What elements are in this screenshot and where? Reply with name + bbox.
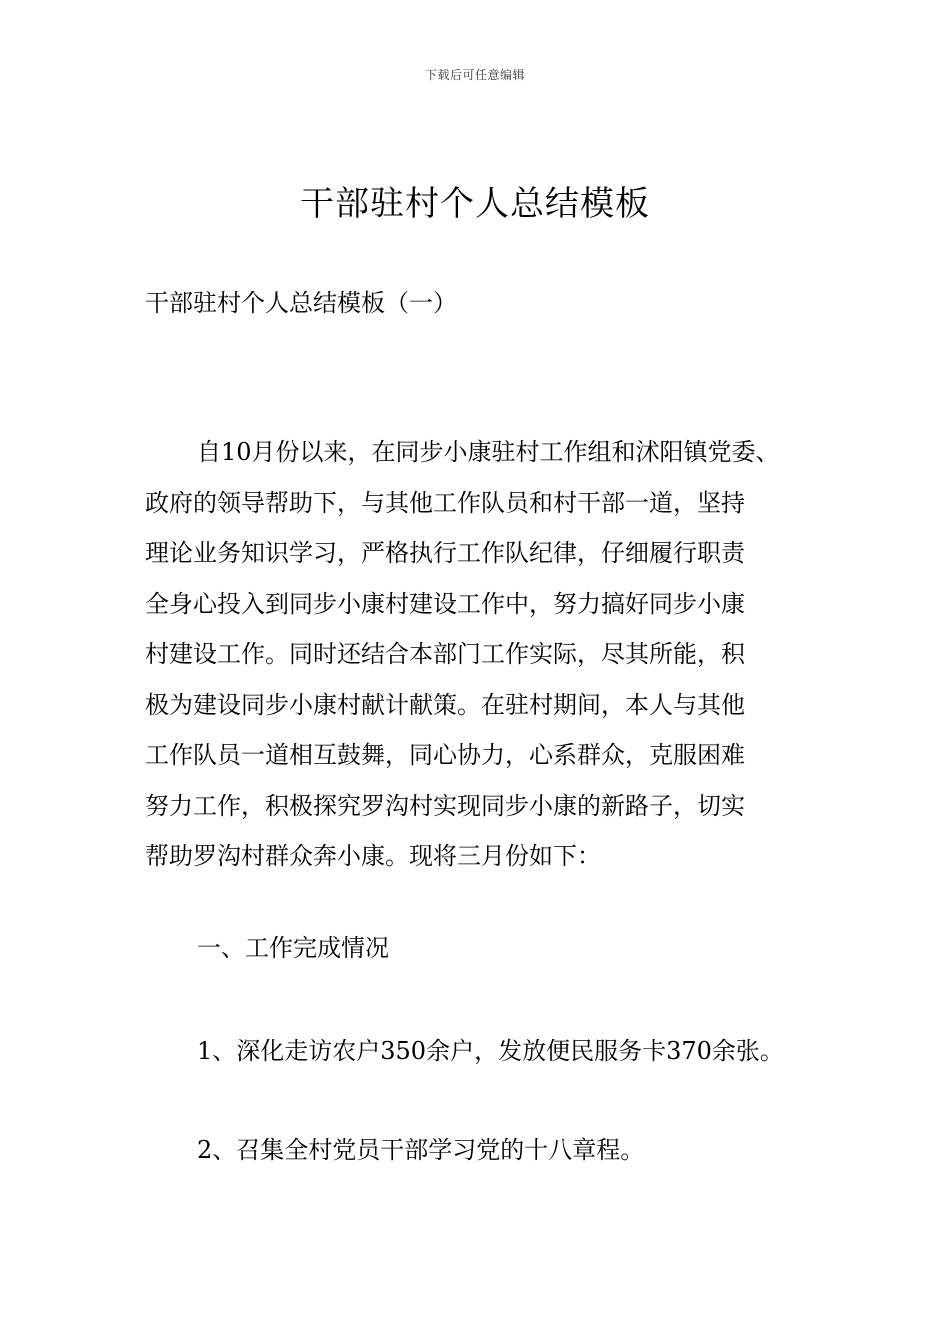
paragraph-line: 极为建设同步小康村献计献策。在驻村期间，本人与其他 — [145, 690, 745, 719]
section-heading: 一、工作完成情况 — [197, 934, 389, 962]
body-paragraph — [145, 427, 825, 882]
paragraph-line: 工作队员一道相互鼓舞，同心协力，心系群众，克服困难 — [145, 741, 745, 769]
document-title: 干部驻村个人总结模板 — [300, 184, 650, 224]
paragraph-line: 全身心投入到同步小康村建设工作中，努力搞好同步小康 — [145, 589, 745, 618]
paragraph-line: 帮助罗沟村群众奔小康。现将三月份如下： — [145, 842, 601, 870]
paragraph-line: 自10月份以来，在同步小康驻村工作组和沭阳镇党委、 — [197, 438, 780, 466]
paragraph-line: 村建设工作。同时还结合本部门工作实际，尽其所能，积 — [145, 640, 745, 668]
paragraph-line: 政府的领导帮助下，与其他工作队员和村干部一道，坚持 — [145, 488, 745, 517]
paragraph-line: 理论业务知识学习，严格执行工作队纪律，仔细履行职责 — [145, 539, 745, 567]
list-item: 2、召集全村党员干部学习党的十八章程。 — [197, 1136, 645, 1164]
document-subtitle: 干部驻村个人总结模板（一） — [145, 289, 457, 317]
list-item: 1、深化走访农户350余户，发放便民服务卡370余张。 — [197, 1037, 784, 1065]
paragraph-line: 努力工作，积极探究罗沟村实现同步小康的新路子，切实 — [145, 791, 745, 820]
page-header-note: 下载后可任意编辑 — [424, 68, 525, 82]
